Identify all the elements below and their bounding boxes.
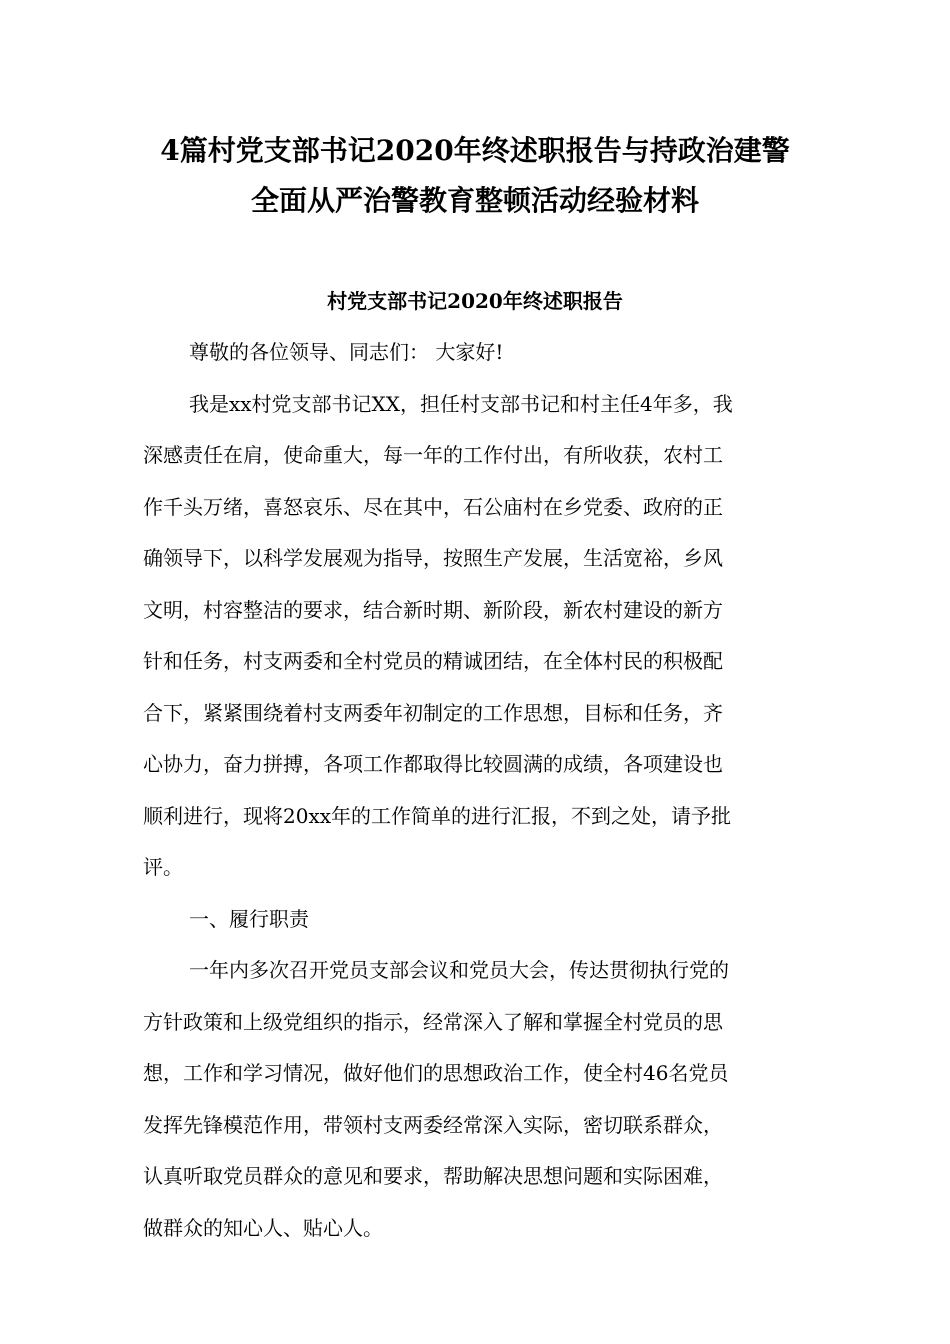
intro-line-4: 确领导下，以科学发展观为指导，按照生产发展，生活宽裕，乡风 [143,546,723,570]
document-body [143,327,807,1254]
greeting: 尊敬的各位领导、同志们： 大家好! [189,340,504,364]
para-1-line-3: 想，工作和学习情况，做好他们的思想政治工作，使全村46名党员 [143,1061,729,1085]
section-title: 村党支部书记2020年终述职报告 [327,289,623,313]
intro-line-10: 评。 [143,855,183,879]
intro-line-1: 我是xx村党支部书记XX，担任村支部书记和村主任4年多，我 [189,391,733,416]
para-1-line-1: 一年内多次召开党员支部会议和党员大会，传达贯彻执行党的 [189,958,729,982]
intro-line-5: 文明，村容整洁的要求，结合新时期、新阶段，新农村建设的新方 [143,597,723,622]
document-title-line-2: 全面从严治警教育整顿活动经验材料 [250,184,699,217]
intro-line-2: 深感责任在肩，使命重大，每一年的工作付出，有所收获，农村工 [143,443,723,467]
intro-line-3: 作千头万绪，喜怒哀乐、尽在其中，石公庙村在乡党委、政府的正 [143,494,723,519]
intro-line-6: 针和任务，村支两委和全村党员的精诚团结，在全体村民的积极配 [143,649,723,673]
document-title [100,126,850,226]
document-title-line-1: 4篇村党支部书记2020年终述职报告与持政治建警 [160,134,790,167]
para-1-line-6: 做群众的知心人、贴心人。 [143,1215,383,1240]
intro-line-9: 顺利进行，现将20xx年的工作简单的进行汇报，不到之处，请予批 [143,803,732,828]
para-1-line-5: 认真听取党员群众的意见和要求，帮助解决思想问题和实际困难， [143,1164,723,1188]
intro-line-8: 心协力，奋力拼搏，各项工作都取得比较圆满的成绩，各项建设也 [143,752,723,776]
para-1-line-2: 方针政策和上级党组织的指示，经常深入了解和掌握全村党员的思 [143,1009,723,1034]
para-1-line-4: 发挥先锋模范作用，带领村支两委经常深入实际，密切联系群众， [143,1112,723,1137]
section-heading-1: 一、履行职责 [189,906,309,931]
intro-line-7: 合下，紧紧围绕着村支两委年初制定的工作思想，目标和任务，齐 [143,700,723,725]
